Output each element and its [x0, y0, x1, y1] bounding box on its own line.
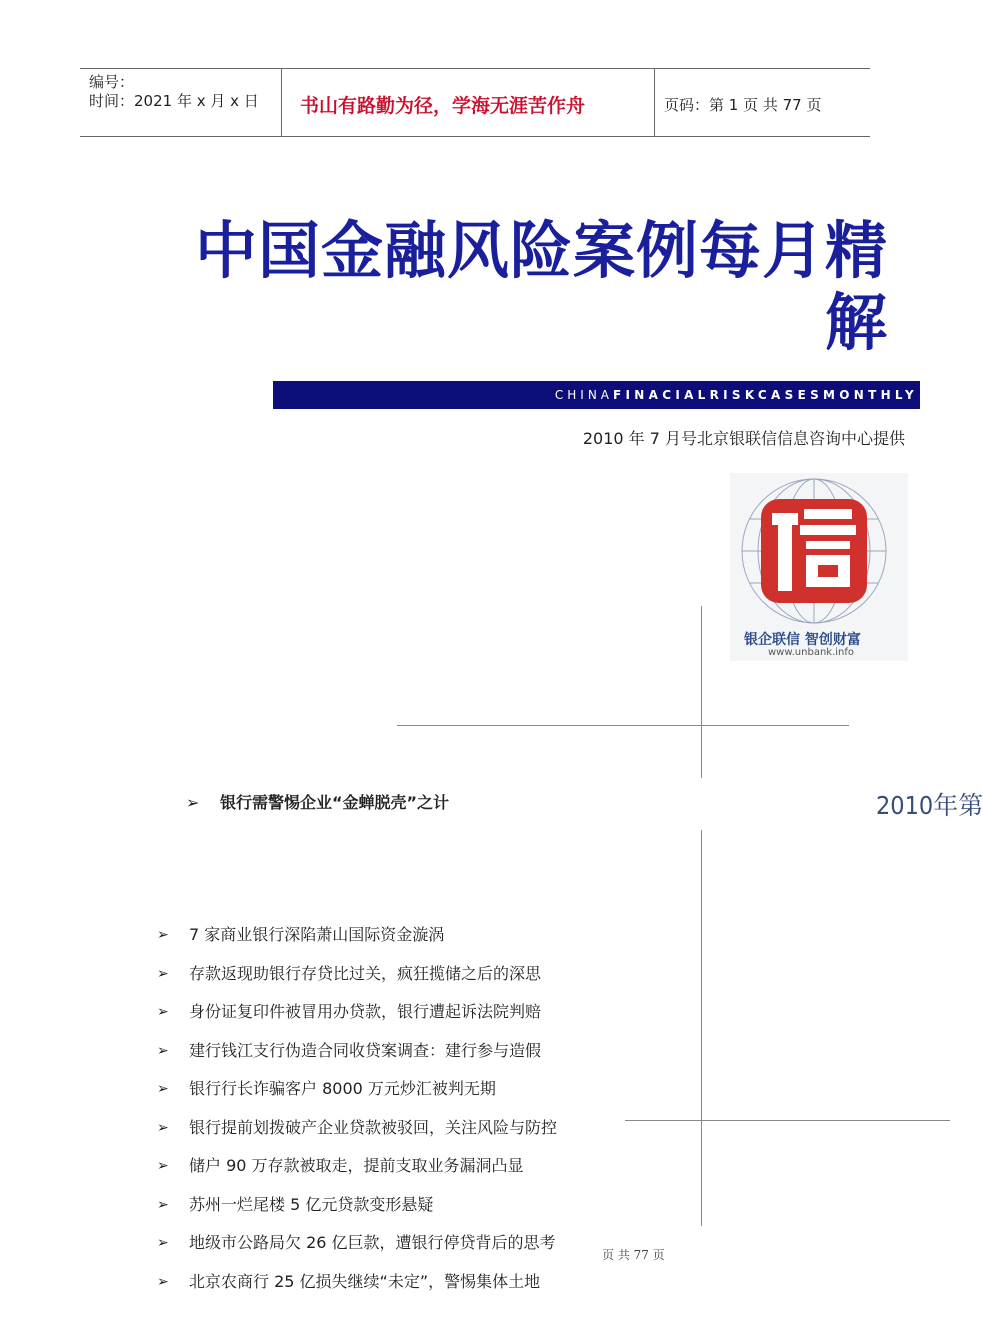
arrow-bullet-icon: ➢: [157, 1196, 169, 1213]
list-item: [157, 1070, 617, 1109]
list-item: [157, 1186, 617, 1225]
list-item: [157, 1032, 617, 1071]
header-bottom-border: [80, 136, 870, 137]
banner-english-title: [555, 388, 918, 402]
crosshair-horizontal-2: [625, 1120, 950, 1121]
issue-subtitle: 2010 年 7 月号北京银联信信息咨询中心提供: [582, 429, 905, 448]
arrow-bullet-icon: ➢: [157, 1042, 169, 1059]
crosshair-horizontal-1: [397, 725, 849, 726]
featured-case: [186, 790, 449, 813]
list-item: [157, 1263, 617, 1302]
title-banner: [273, 381, 920, 409]
list-item: [157, 916, 617, 955]
case-title: 银行行长诈骗客户 8000 万元炒汇被判无期: [189, 1079, 496, 1098]
globe-logo-icon: [730, 473, 908, 633]
header-divider-right: [654, 68, 655, 136]
page-title-line2: 解: [824, 286, 888, 359]
case-title: 苏州一烂尾楼 5 亿元贷款变形悬疑: [189, 1194, 434, 1214]
case-title: 7 家商业银行深陷萧山国际资金漩涡: [189, 925, 445, 944]
banner-prefix: CHINA: [554, 388, 614, 402]
logo-url: www.unbank.info: [768, 647, 855, 658]
case-title: 地级市公路局欠 26 亿巨款，遭银行停贷背后的思考: [189, 1233, 556, 1252]
list-item: [157, 955, 617, 994]
logo-caption: 银企联信 智创财富: [744, 632, 861, 648]
header-motto: 书山有路勤为径，学海无涯苦作舟: [300, 95, 586, 117]
list-item: [157, 1224, 617, 1263]
arrow-bullet-icon: ➢: [157, 1004, 169, 1020]
list-item: [157, 993, 617, 1032]
header-top-border: [80, 68, 870, 69]
case-title: 身份证复印件被冒用办贷款，银行遭起诉法院判赔: [189, 1002, 542, 1021]
header-divider-left: [281, 68, 282, 136]
page-title-line1: 中国金融风险案例每月精: [194, 214, 888, 287]
case-title: 储户 90 万存款被取走，提前支取业务漏洞凸显: [189, 1156, 524, 1175]
crosshair-vertical-2: [701, 830, 702, 1226]
crosshair-vertical-1: [701, 606, 702, 778]
case-title: 存款返现助银行存贷比过关，疯狂揽储之后的深思: [189, 963, 542, 983]
case-title: 银行提前划拨破产企业贷款被驳回，关注风险与防控: [189, 1117, 558, 1137]
list-item: [157, 1147, 617, 1186]
banner-rest: FINACIALRISKCASESMONTHLY: [613, 388, 918, 402]
page-info: 页码：第 1 页 共 77 页: [664, 96, 822, 114]
case-title: 建行钱江支行伪造合同收贷案调查：建行参与造假: [189, 1040, 542, 1060]
arrow-bullet-icon: ➢: [157, 1119, 169, 1136]
arrow-bullet-icon: ➢: [157, 1273, 169, 1290]
footer-page-count: 页 共 77 页: [602, 1248, 665, 1262]
serial-label: 编号：: [89, 73, 135, 91]
cover-edge-text: 2010年第: [876, 791, 983, 820]
arrow-bullet-icon: ➢: [186, 793, 200, 812]
list-item: [157, 1109, 617, 1148]
arrow-bullet-icon: ➢: [157, 1158, 169, 1174]
time-label: 时间：2021 年 x 月 x 日: [89, 92, 259, 110]
arrow-bullet-icon: ➢: [157, 1235, 169, 1251]
unbank-logo: [730, 473, 908, 661]
arrow-bullet-icon: ➢: [157, 965, 169, 982]
featured-case-title: 银行需警惕企业“金蝉脱壳”之计: [220, 793, 450, 812]
arrow-bullet-icon: ➢: [157, 1081, 169, 1097]
case-title: 北京农商行 25 亿损失继续“未定”，警惕集体土地: [189, 1271, 541, 1291]
case-list: [157, 916, 617, 1301]
arrow-bullet-icon: ➢: [157, 927, 169, 943]
